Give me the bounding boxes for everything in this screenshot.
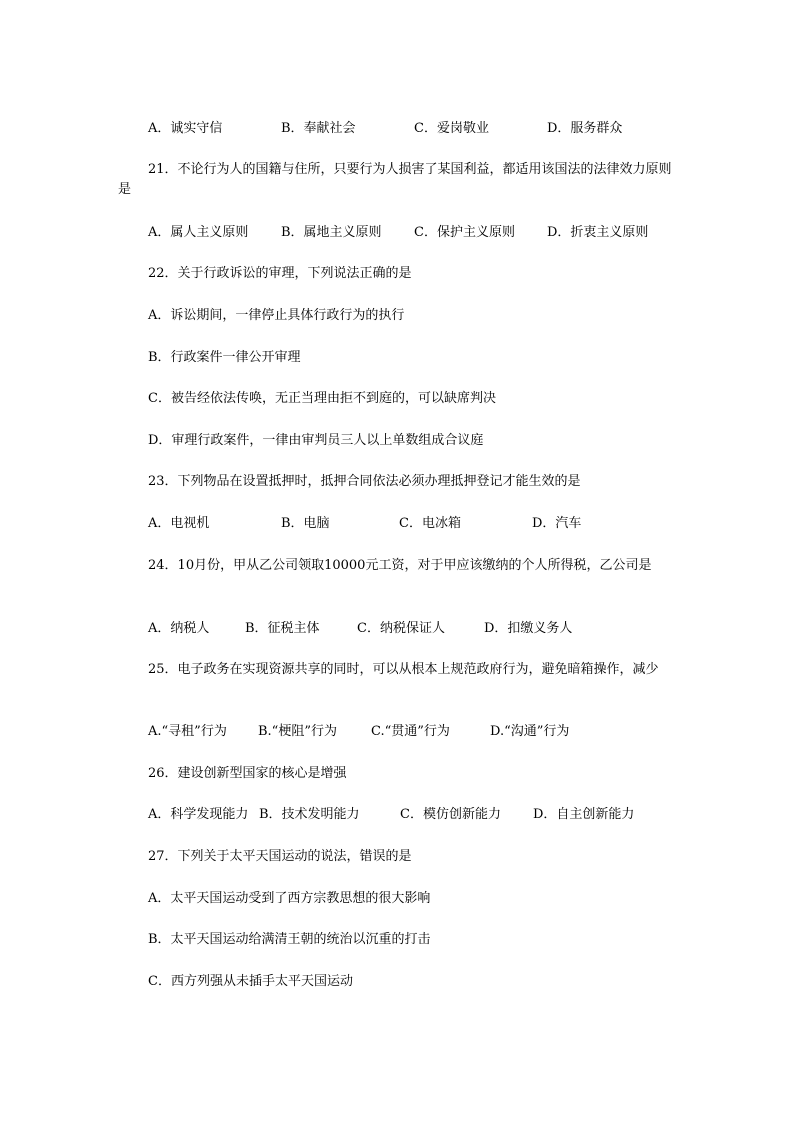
q22-option-b: B．行政案件一律公开审理 bbox=[148, 350, 301, 365]
q26-stem: 26．建设创新型国家的核心是增强 bbox=[148, 766, 347, 781]
q23-option-d: D．汽车 bbox=[532, 516, 582, 531]
q25-stem: 25．电子政务在实现资源共享的同时，可以从根本上规范政府行为，避免暗箱操作，减少 bbox=[148, 662, 659, 677]
q26-option-b: B．技术发明能力 bbox=[259, 807, 360, 822]
q20-option-b: B．奉献社会 bbox=[281, 121, 356, 136]
q25-option-c: C.“贯通”行为 bbox=[371, 724, 450, 739]
q26-option-a: A．科学发现能力 bbox=[148, 807, 249, 822]
q25-option-d: D.“沟通”行为 bbox=[490, 724, 570, 739]
q24-option-c: C．纳税保证人 bbox=[357, 621, 445, 636]
q25-option-a: A.“寻租”行为 bbox=[148, 724, 227, 739]
q21-option-b: B．属地主义原则 bbox=[281, 225, 382, 240]
q24-option-b: B．征税主体 bbox=[245, 621, 320, 636]
q23-option-c: C．电冰箱 bbox=[399, 516, 461, 531]
q24-option-d: D．扣缴义务人 bbox=[484, 621, 573, 636]
q21-stem: 21．不论行为人的国籍与住所，只要行为人损害了某国利益，都适用该国法的法律效力原则是 bbox=[118, 162, 672, 197]
q27-option-b: B．太平天国运动给满清王朝的统治以沉重的打击 bbox=[148, 932, 431, 947]
q26-option-c: C．模仿创新能力 bbox=[400, 807, 501, 822]
q26-option-d: D．自主创新能力 bbox=[533, 807, 635, 822]
q21-option-c: C．保护主义原则 bbox=[414, 225, 515, 240]
q27-option-a: A．太平天国运动受到了西方宗教思想的很大影响 bbox=[148, 891, 431, 906]
q23-option-b: B．电脑 bbox=[281, 516, 330, 531]
q22-option-a: A．诉讼期间，一律停止具体行政行为的执行 bbox=[148, 308, 405, 323]
q24-option-a: A．纳税人 bbox=[148, 621, 210, 636]
q22-option-d: D．审理行政案件，一律由审判员三人以上单数组成合议庭 bbox=[148, 433, 484, 448]
q20-option-c: C．爱岗敬业 bbox=[414, 121, 489, 136]
q25-option-b: B.“梗阻”行为 bbox=[258, 724, 337, 739]
q20-option-d: D．服务群众 bbox=[547, 121, 623, 136]
q20-option-a: A．诚实守信 bbox=[148, 121, 223, 136]
q21-option-a: A．属人主义原则 bbox=[148, 225, 249, 240]
q23-stem: 23．下列物品在设置抵押时，抵押合同依法必须办理抵押登记才能生效的是 bbox=[148, 474, 581, 489]
q27-option-c: C．西方列强从未插手太平天国运动 bbox=[148, 974, 353, 989]
q22-option-c: C．被告经依法传唤，无正当理由拒不到庭的，可以缺席判决 bbox=[148, 391, 496, 406]
q24-stem: 24．10月份，甲从乙公司领取10000元工资，对于甲应该缴纳的个人所得税，乙公司是 bbox=[148, 558, 652, 573]
q22-stem: 22．关于行政诉讼的审理，下列说法正确的是 bbox=[148, 266, 412, 281]
q23-option-a: A．电视机 bbox=[148, 516, 210, 531]
q27-stem: 27．下列关于太平天国运动的说法，错误的是 bbox=[148, 849, 412, 864]
q21-option-d: D．折衷主义原则 bbox=[547, 225, 649, 240]
